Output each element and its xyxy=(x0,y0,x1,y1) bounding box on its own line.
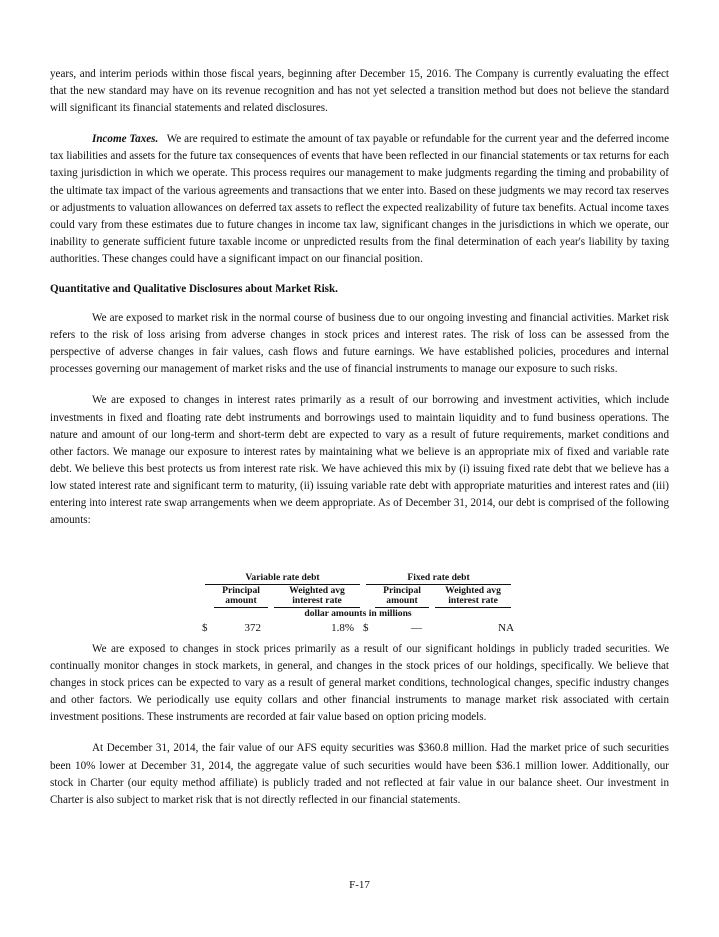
debt-table xyxy=(202,573,514,633)
variable-principal-value: 372 xyxy=(244,622,261,634)
fixed-principal-value: — xyxy=(411,622,423,634)
income-taxes-heading: Income Taxes. xyxy=(92,133,159,146)
fixed-rate-value: NA xyxy=(498,622,515,634)
variable-rate-value: 1.8% xyxy=(331,622,355,634)
market-risk-heading: Quantitative and Qualitative Disclosures about Market Risk. xyxy=(50,283,338,296)
paragraph-market-risk-3: We are exposed to changes in stock prices primarily as a result of our significant holdings in publicly traded securities. We continually monitor changes in stock markets, in general, and changes in the stock prices of our holdings, specifically. We believe that changes in stock prices can be expected to vary as a result of general market conditions, technological changes, specific industry changes and other factors. We periodically use equity collars and other financial instruments to manage market risk associated with certain investment positions. These instruments are recorded at fair value based on option pricing models. xyxy=(50,643,669,724)
table-group-variable: Variable rate debt xyxy=(202,573,363,585)
column-header-weighted-rate-fixed: Weighted avg interest rate xyxy=(432,585,514,608)
paragraph-market-risk-1: We are exposed to market risk in the normal course of business due to our ongoing investing and financial activities. Market risk refers to the risk of loss arising from adverse changes in stock prices and interest rates. The risk of loss can be assessed from the perspective of adverse changes in fair values, cash flows and future earnings. We have established policies, procedures and internal processes governing our management of market risks and the use of financial instruments to manage our exposure to such risks. xyxy=(50,312,669,376)
paragraph-market-risk-2: We are exposed to changes in interest rates primarily as a result of our borrowing and investment activities, which include investments in fixed and floating rate debt instruments and borrowings used to maintain liquidity and to fund business operations. The nature and amount of our long-term and short-term debt are expected to vary as a result of future requirements, market conditions and other factors. We manage our exposure to interest rates by maintaining what we believe is an appropriate mix of fixed and variable rate debt. We believe this best protects us from interest rate risk. We have achieved this mix by (i) issuing fixed rate debt that we believe has a low stated interest rate and significant term to maturity, (ii) issuing variable rate debt with appropriate maturities and interest rates and (iii) entering into interest rate swap arrangements when we deem appropriate. As of December 31, 2014, our debt is comprised of the following amounts: xyxy=(50,394,669,527)
document-body xyxy=(50,66,669,529)
column-header-weighted-rate: Weighted avg interest rate xyxy=(271,585,363,608)
table-row xyxy=(202,619,514,633)
column-header-principal: Principal amount xyxy=(211,585,271,608)
table-group-fixed: Fixed rate debt xyxy=(363,573,514,585)
page-number: F-17 xyxy=(349,879,370,891)
income-taxes-text: We are required to estimate the amount of tax payable or refundable for the current year and the deferred income tax liabilities and assets for the future tax consequences of events that have been reflected in our financial statements or tax returns for each taxing jurisdiction in which we operate. This process requires our management to make judgments regarding the timing and probability of the ultimate tax impact of the various agreements and transactions that we enter into. Based on these judgments we may record tax reserves or adjustments to valuation allowances on deferred tax assets to reflect the expected realizability of future tax benefits. Actual income taxes could vary from these estimates due to future changes in income tax law, significant changes in the jurisdictions in which we operate, our inability to generate sufficient future taxable income or unpredicted results from the final determination of each year's liability by taxing authorities. These changes could have a significant impact on our financial position. xyxy=(50,133,670,265)
paragraph-intro: years, and interim periods within those fiscal years, beginning after December 15, 2016. The Company is currently evaluating the effect that the new standard may have on its revenue recognition and has not yet selected a transition method but does not believe the standard will significant its financial statements and related disclosures. xyxy=(50,68,669,115)
paragraph-income-taxes xyxy=(50,131,669,268)
column-header-principal-fixed: Principal amount xyxy=(372,585,432,608)
variable-currency: $ xyxy=(202,622,208,634)
fixed-currency: $ xyxy=(363,622,369,634)
document-body-continued xyxy=(50,641,669,809)
paragraph-market-risk-4: At December 31, 2014, the fair value of our AFS equity securities was $360.8 million. Had the market price of such securities been 10% lower at December 31, 2014, the aggregate value of such securities would have been $36.1 million lower. Additionally, our stock in Charter (our equity method affiliate) is publicly traded and not reflected at fair value in our balance sheet. Our investment in Charter is also subject to market risk that is not directly reflected in our financial statements. xyxy=(50,742,669,806)
table-units-note: dollar amounts in millions xyxy=(304,608,412,619)
